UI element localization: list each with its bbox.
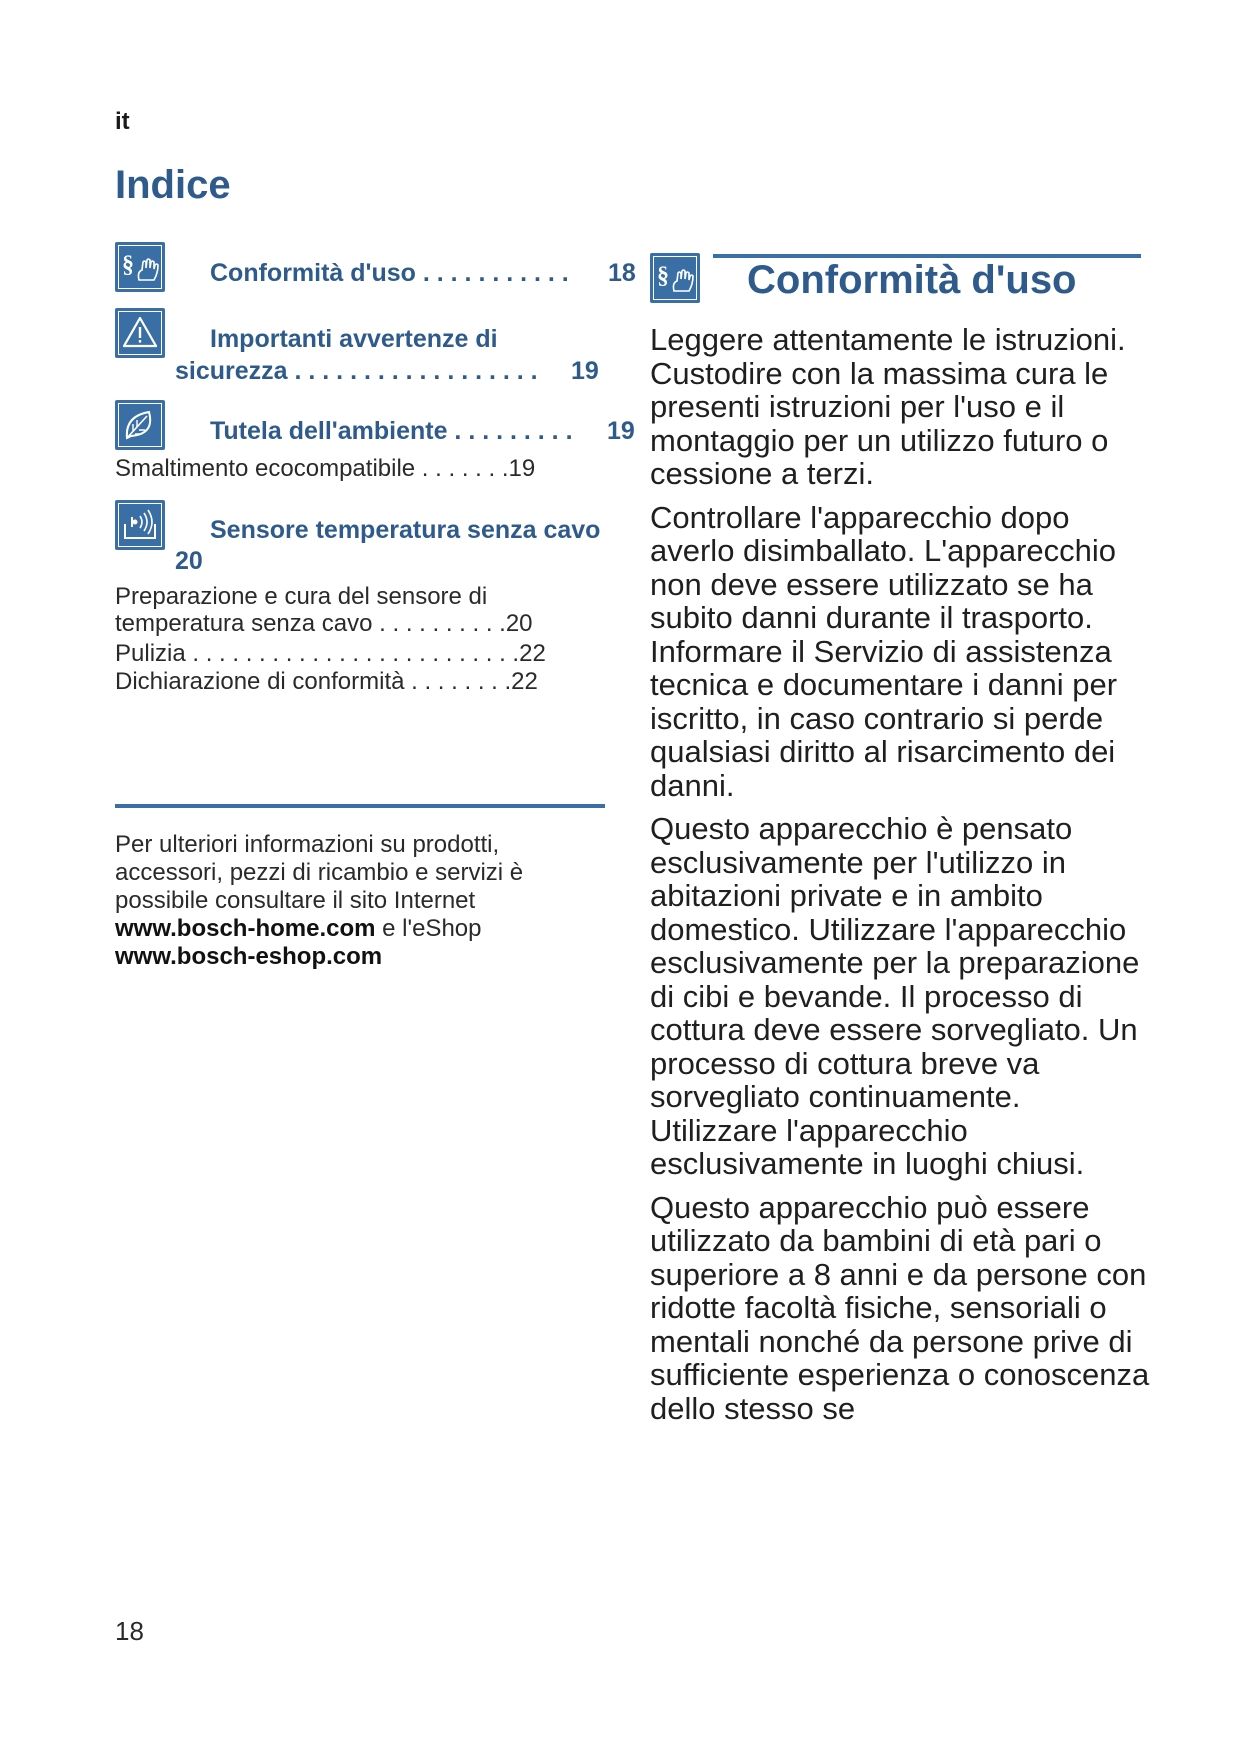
section-body — [650, 323, 1150, 1435]
info-line — [115, 943, 605, 971]
bosch-home-link[interactable]: www.bosch-home.com — [115, 915, 376, 942]
toc-subitem-preparazione-line2[interactable]: temperatura senza cavo . . . . . . . . . .20 — [115, 610, 533, 637]
svg-text:§: § — [122, 252, 134, 278]
toc-page-number: 19 — [607, 417, 635, 445]
body-paragraph: Questo apparecchio è pensato esclusivamente per l'utilizzo in abitazioni private e in ambito domestico. Utilizzare l'apparecchio esclusivamente per la preparazione di cibi e bevande. Il processo di cottura deve essere sorvegliato. Un processo di cottura breve va sorvegliato continuamente. Utilizzare l'apparecchio esclusivamente in luoghi chiusi. — [650, 811, 1140, 1181]
toc-item-ambiente[interactable] — [210, 417, 573, 446]
toc-item-avvertenze-line1[interactable]: Importanti avvertenze di — [210, 325, 498, 353]
paragraph-hand-icon — [115, 242, 165, 292]
left-divider — [115, 804, 605, 808]
body-paragraph: Leggere attentamente le istruzioni. Custodire con la massima cura le presenti istruzioni per l'uso e il montaggio per un utilizzo futuro o cessione a terzi. — [650, 322, 1126, 491]
leaf-icon — [115, 400, 165, 450]
info-text: e l'eShop — [375, 915, 482, 942]
toc-dots: . . . . . . . . . . . . . . . . . . — [287, 357, 538, 385]
toc-dots: . . . . . . . . . . . — [415, 259, 569, 287]
toc-item-title: Conformità d'uso — [210, 259, 416, 287]
info-line: possibile consultare il sito Internet — [115, 887, 476, 914]
toc-subitem-preparazione-line1[interactable]: Preparazione e cura del sensore di — [115, 583, 488, 610]
toc-item-avvertenze-line2[interactable] — [175, 357, 538, 386]
info-line: Per ulteriori informazioni su prodotti, — [115, 831, 500, 858]
paragraph-hand-icon — [650, 253, 700, 303]
warning-triangle-icon — [115, 308, 165, 358]
body-paragraph: Questo apparecchio può essere utilizzato da bambini di età pari o superiore a 8 anni e da persone con ridotte facoltà fisiche, sensoriali o mentali nonché da persone prive di sufficiente esperienza o conoscenza dello stesso se — [650, 1189, 1150, 1426]
toc-subitem-dichiarazione[interactable]: Dichiarazione di conformità . . . . . . . .22 — [115, 668, 538, 695]
toc-page-number: 19 — [571, 357, 599, 385]
page-number: 18 — [115, 1616, 144, 1646]
toc-page-number: 18 — [608, 259, 636, 287]
section-title: Conformità d'uso — [747, 258, 1077, 302]
info-line: accessori, pezzi di ricambio e servizi è — [115, 859, 524, 886]
page-title: Indice — [115, 163, 231, 207]
svg-text:§: § — [657, 263, 669, 289]
toc-item-sensore[interactable]: Sensore temperatura senza cavo — [210, 516, 601, 544]
language-code: it — [115, 108, 130, 135]
toc-item-title: Tutela dell'ambiente — [210, 417, 448, 445]
toc-item-title: sicurezza — [175, 357, 288, 385]
info-line — [115, 915, 605, 943]
toc-subitem-smaltimento[interactable]: Smaltimento ecocompatibile . . . . . . .19 — [115, 455, 536, 482]
bosch-eshop-link[interactable]: www.bosch-eshop.com — [115, 943, 383, 970]
toc-page-number: 20 — [175, 547, 203, 575]
body-paragraph: Controllare l'apparecchio dopo averlo disimballato. L'apparecchio non deve essere utilizzato se ha subito danni durante il trasporto. Informare il Servizio di assistenza tecnica e documentare i danni per iscritto, in caso contrario si perde qualsiasi diritto al risarcimento dei danni. — [650, 499, 1118, 803]
info-block — [115, 831, 605, 971]
toc-subitem-pulizia[interactable]: Pulizia . . . . . . . . . . . . . . . . . . . . . . . . .22 — [115, 640, 546, 667]
toc-dots: . . . . . . . . . — [447, 417, 573, 445]
toc-item-conformita[interactable] — [210, 259, 569, 288]
wireless-sensor-icon — [115, 500, 165, 550]
